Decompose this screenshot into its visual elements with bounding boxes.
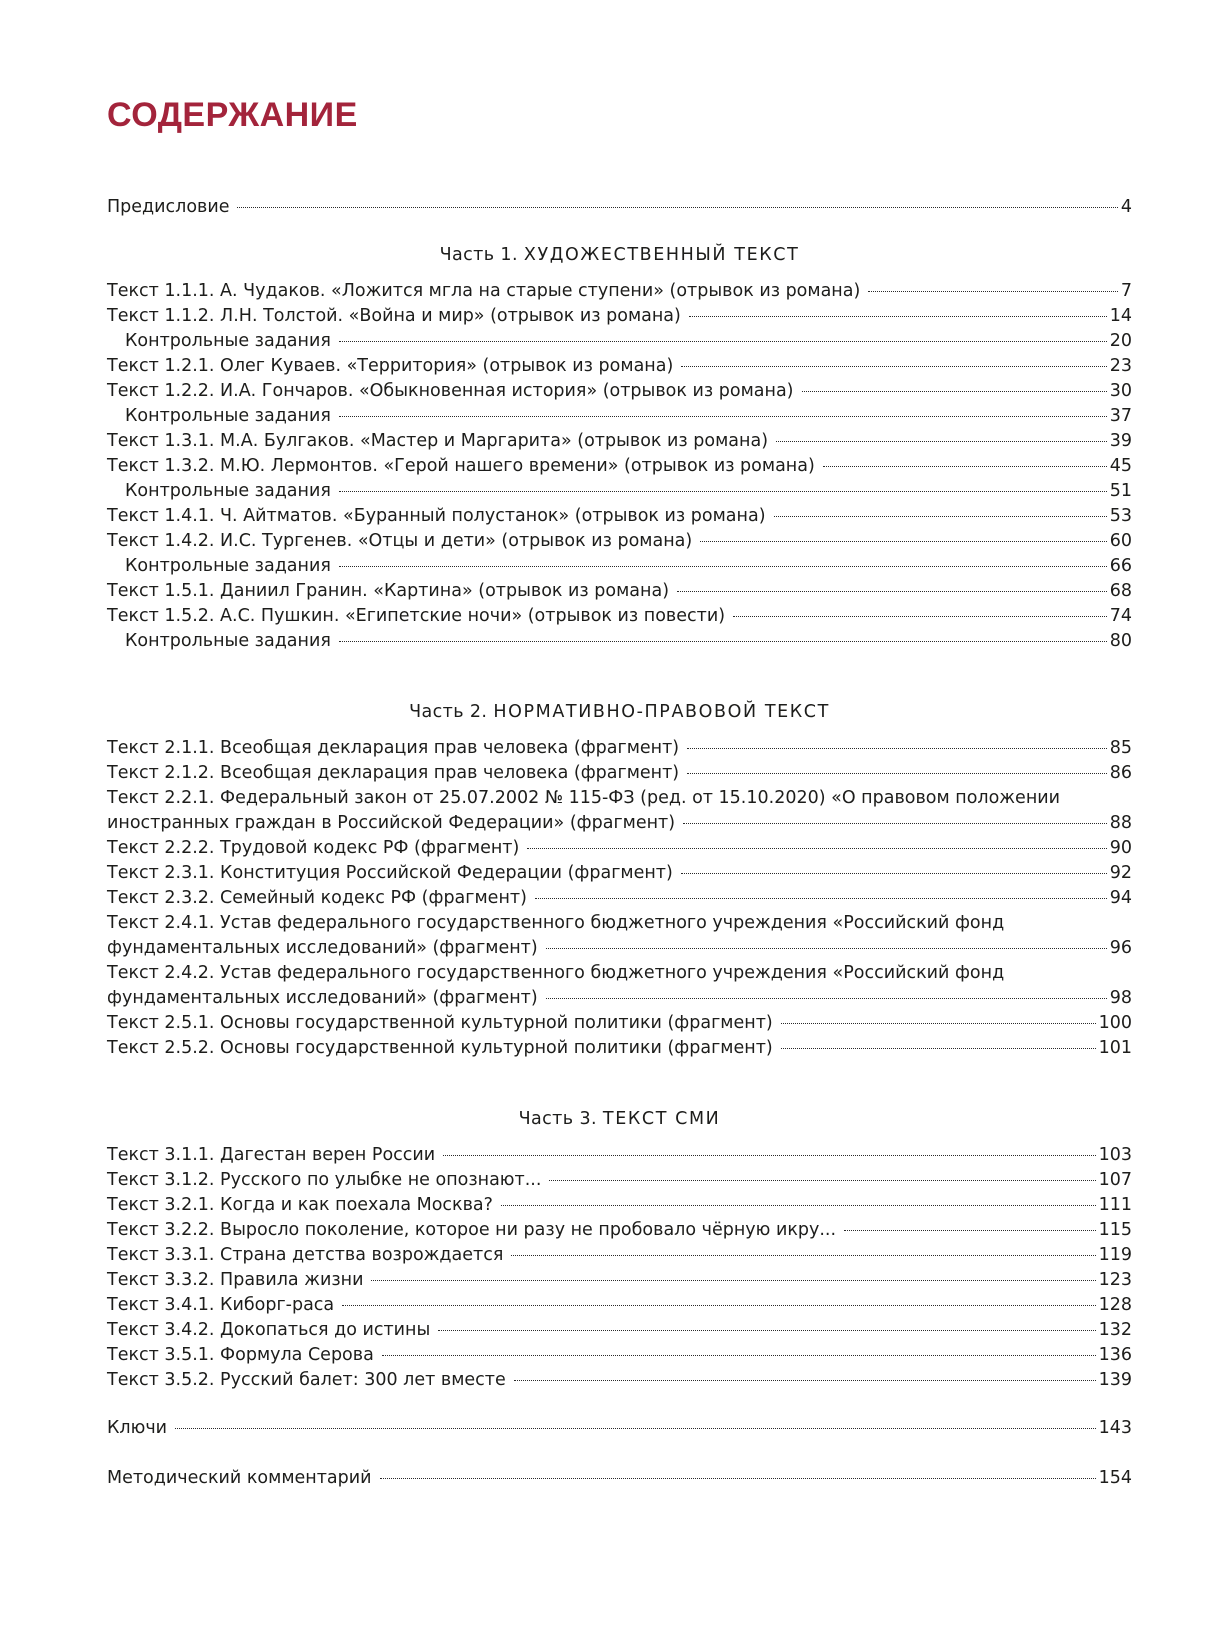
dot-leader	[687, 748, 1107, 749]
toc-entry-page: 80	[1109, 631, 1132, 651]
toc-entry-page: 128	[1098, 1295, 1132, 1315]
toc-entry-tasks[interactable]	[107, 629, 1132, 654]
toc-entry-title: Текст 1.2.2. И.А. Гончаров. «Обыкновенная история» (отрывок из романа)	[107, 381, 794, 401]
toc-entry-title: Текст 3.1.1. Дагестан верен России	[107, 1145, 436, 1165]
toc-entry-page: 7	[1120, 281, 1132, 301]
toc-entry[interactable]	[107, 986, 1132, 1011]
toc-entry[interactable]	[107, 886, 1132, 911]
toc-entry[interactable]	[107, 529, 1132, 554]
dot-leader	[733, 616, 1107, 617]
toc-entry-title: Текст 1.1.2. Л.Н. Толстой. «Война и мир» (отрывок из романа)	[107, 306, 681, 326]
toc-entry-keys[interactable]	[107, 1416, 1132, 1441]
dot-leader	[700, 541, 1107, 542]
part-prefix: Часть 2.	[409, 702, 488, 722]
toc-entry[interactable]	[107, 354, 1132, 379]
dot-leader	[438, 1330, 1095, 1331]
toc-entry-title: Текст 3.2.2. Выросло поколение, которое ни разу не пробовало чёрную икру...	[107, 1220, 837, 1240]
toc-entry[interactable]	[107, 761, 1132, 786]
part-heading-1	[107, 243, 1132, 268]
toc-entry[interactable]	[107, 861, 1132, 886]
dot-leader	[549, 1180, 1095, 1181]
toc-entry[interactable]	[107, 1243, 1132, 1268]
dot-leader	[844, 1230, 1096, 1231]
dot-leader	[683, 823, 1107, 824]
toc-entry-title: Контрольные задания	[125, 481, 331, 501]
toc-entry-page: 111	[1098, 1195, 1132, 1215]
toc-entry-page: 119	[1098, 1245, 1132, 1265]
toc-entry-page: 101	[1098, 1038, 1132, 1058]
dot-leader	[681, 366, 1106, 367]
toc-entry-title: иностранных граждан в Российской Федерации» (фрагмент)	[107, 813, 676, 833]
dot-leader	[511, 1255, 1095, 1256]
dot-leader	[689, 316, 1107, 317]
toc-entry-page: 45	[1109, 456, 1132, 476]
dot-leader	[546, 948, 1107, 949]
toc-entry-title: Текст 2.3.1. Конституция Российской Федерации (фрагмент)	[107, 863, 673, 883]
toc-entry-commentary[interactable]	[107, 1466, 1132, 1491]
dot-leader	[823, 466, 1107, 467]
dot-leader	[535, 898, 1107, 899]
toc-entry-title: Текст 2.2.2. Трудовой кодекс РФ (фрагмент)	[107, 838, 520, 858]
toc-entry-page: 107	[1098, 1170, 1132, 1190]
toc-entry-title: Текст 2.5.1. Основы государственной культурной политики (фрагмент)	[107, 1013, 773, 1033]
toc-entry-title: фундаментальных исследований» (фрагмент)	[107, 938, 538, 958]
toc-entry[interactable]	[107, 1193, 1132, 1218]
toc-entry-page: 132	[1098, 1320, 1132, 1340]
toc-entry-tasks[interactable]	[107, 479, 1132, 504]
toc-entry-title: Текст 1.2.1. Олег Куваев. «Территория» (отрывок из романа)	[107, 356, 674, 376]
toc-entry[interactable]	[107, 604, 1132, 629]
toc-entry[interactable]	[107, 454, 1132, 479]
toc-entry-tasks[interactable]	[107, 329, 1132, 354]
dot-leader	[681, 873, 1107, 874]
dot-leader	[237, 207, 1117, 208]
toc-entry-title: Текст 1.4.1. Ч. Айтматов. «Буранный полустанок» (отрывок из романа)	[107, 506, 766, 526]
toc-entry-page: 143	[1098, 1418, 1132, 1438]
toc-entry-page: 85	[1109, 738, 1132, 758]
toc-entry-page: 74	[1109, 606, 1132, 626]
dot-leader	[371, 1280, 1095, 1281]
toc-entry-page: 51	[1109, 481, 1132, 501]
toc-entry-first-line[interactable]: Текст 2.2.1. Федеральный закон от 25.07.2002 № 115-ФЗ (ред. от 15.10.2020) «О правовом положении	[107, 788, 1061, 808]
toc-entry-page: 39	[1109, 431, 1132, 451]
toc-entry-title: Текст 1.1.1. А. Чудаков. «Ложится мгла на старые ступени» (отрывок из романа)	[107, 281, 861, 301]
toc-entry-page: 94	[1109, 888, 1132, 908]
toc-entry-title: Текст 2.5.2. Основы государственной культурной политики (фрагмент)	[107, 1038, 773, 1058]
dot-leader	[339, 641, 1107, 642]
toc-entry-title: Текст 3.3.2. Правила жизни	[107, 1270, 364, 1290]
toc-entry-title: Предисловие	[107, 197, 230, 217]
toc-entry-title: Текст 3.4.2. Докопаться до истины	[107, 1320, 431, 1340]
toc-entry-page: 20	[1109, 331, 1132, 351]
page-title: СОДЕРЖАНИЕ	[107, 96, 358, 134]
toc-entry-title: Методический комментарий	[107, 1468, 372, 1488]
toc-entry-title: Текст 3.2.1. Когда и как поехала Москва?	[107, 1195, 493, 1215]
toc-entry-page: 115	[1098, 1220, 1132, 1240]
dot-leader	[677, 591, 1107, 592]
dot-leader	[501, 1205, 1096, 1206]
dot-leader	[339, 416, 1107, 417]
toc-entry-page: 90	[1109, 838, 1132, 858]
toc-entry-page: 30	[1109, 381, 1132, 401]
toc-entry-page: 14	[1109, 306, 1132, 326]
dot-leader	[443, 1155, 1095, 1156]
toc-list	[107, 195, 1132, 1491]
toc-entry-page: 123	[1098, 1270, 1132, 1290]
dot-leader	[339, 566, 1107, 567]
toc-entry-first-line[interactable]: Текст 2.4.1. Устав федерального государственного бюджетного учреждения «Российский фонд	[107, 913, 1005, 933]
toc-page	[107, 0, 1132, 1625]
toc-entry[interactable]	[107, 304, 1132, 329]
toc-entry-page: 103	[1098, 1145, 1132, 1165]
toc-entry-title: Текст 1.4.2. И.С. Тургенев. «Отцы и дети» (отрывок из романа)	[107, 531, 693, 551]
toc-entry[interactable]	[107, 811, 1132, 836]
part-title: ТЕКСТ СМИ	[602, 1109, 721, 1129]
toc-entry-title: Контрольные задания	[125, 556, 331, 576]
toc-entry-title: Контрольные задания	[125, 331, 331, 351]
toc-entry-title: фундаментальных исследований» (фрагмент)	[107, 988, 538, 1008]
dot-leader	[868, 291, 1118, 292]
toc-entry-title: Контрольные задания	[125, 406, 331, 426]
dot-leader	[546, 998, 1107, 999]
dot-leader	[527, 848, 1106, 849]
toc-entry-preface[interactable]	[107, 195, 1132, 220]
toc-entry-page: 37	[1109, 406, 1132, 426]
toc-entry[interactable]	[107, 1293, 1132, 1318]
dot-leader	[342, 1305, 1095, 1306]
dot-leader	[781, 1023, 1096, 1024]
dot-leader	[339, 491, 1107, 492]
toc-entry-title: Текст 3.1.2. Русского по улыбке не опознают...	[107, 1170, 542, 1190]
dot-leader	[802, 391, 1107, 392]
toc-entry-page: 53	[1109, 506, 1132, 526]
toc-entry[interactable]	[107, 1318, 1132, 1343]
toc-entry-title: Текст 1.5.1. Даниил Гранин. «Картина» (отрывок из романа)	[107, 581, 670, 601]
toc-entry-page: 23	[1109, 356, 1132, 376]
toc-entry[interactable]	[107, 1268, 1132, 1293]
toc-entry-page: 4	[1120, 197, 1132, 217]
toc-entry-title: Текст 3.3.1. Страна детства возрождается	[107, 1245, 504, 1265]
toc-entry-title: Текст 2.1.2. Всеобщая декларация прав человека (фрагмент)	[107, 763, 680, 783]
dot-leader	[781, 1048, 1096, 1049]
toc-entry-title: Контрольные задания	[125, 631, 331, 651]
toc-entry[interactable]	[107, 736, 1132, 761]
toc-entry-page: 96	[1109, 938, 1132, 958]
toc-entry-page: 60	[1109, 531, 1132, 551]
toc-entry-title: Текст 3.4.1. Киборг-раса	[107, 1295, 335, 1315]
toc-entry[interactable]	[107, 1143, 1132, 1168]
toc-entry[interactable]	[107, 504, 1132, 529]
toc-entry-title: Ключи	[107, 1418, 168, 1438]
toc-entry[interactable]	[107, 379, 1132, 404]
toc-entry[interactable]	[107, 279, 1132, 304]
dot-leader	[339, 341, 1107, 342]
part-title: НОРМАТИВНО-ПРАВОВОЙ ТЕКСТ	[493, 702, 830, 722]
dot-leader	[776, 441, 1107, 442]
toc-entry-page: 92	[1109, 863, 1132, 883]
dot-leader	[175, 1428, 1096, 1429]
toc-entry-page: 154	[1098, 1468, 1132, 1488]
part-prefix: Часть 3.	[518, 1109, 597, 1129]
dot-leader	[774, 516, 1107, 517]
toc-entry-title: Текст 2.1.1. Всеобщая декларация прав человека (фрагмент)	[107, 738, 680, 758]
toc-entry-title: Текст 3.5.1. Формула Серова	[107, 1345, 374, 1365]
toc-entry[interactable]	[107, 1036, 1132, 1061]
part-heading-2	[107, 700, 1132, 725]
toc-entry[interactable]	[107, 836, 1132, 861]
toc-entry[interactable]	[107, 1168, 1132, 1193]
dot-leader	[514, 1380, 1096, 1381]
toc-entry[interactable]	[107, 1343, 1132, 1368]
toc-entry-page: 68	[1109, 581, 1132, 601]
dot-leader	[382, 1355, 1096, 1356]
toc-entry-page: 86	[1109, 763, 1132, 783]
dot-leader	[687, 773, 1107, 774]
toc-entry[interactable]	[107, 1218, 1132, 1243]
toc-entry-title: Текст 1.5.2. А.С. Пушкин. «Египетские ночи» (отрывок из повести)	[107, 606, 726, 626]
toc-entry-first-line[interactable]: Текст 2.4.2. Устав федерального государственного бюджетного учреждения «Российский фонд	[107, 963, 1005, 983]
dot-leader	[380, 1478, 1096, 1479]
part-heading-3	[107, 1107, 1132, 1132]
toc-entry[interactable]	[107, 936, 1132, 961]
toc-entry-page: 100	[1098, 1013, 1132, 1033]
toc-entry-page: 66	[1109, 556, 1132, 576]
toc-entry-page: 136	[1098, 1345, 1132, 1365]
toc-entry[interactable]	[107, 429, 1132, 454]
toc-entry-title: Текст 2.3.2. Семейный кодекс РФ (фрагмент)	[107, 888, 527, 908]
toc-entry-page: 88	[1109, 813, 1132, 833]
part-prefix: Часть 1.	[439, 245, 518, 265]
part-title: ХУДОЖЕСТВЕННЫЙ ТЕКСТ	[523, 245, 800, 265]
toc-entry-title: Текст 1.3.1. М.А. Булгаков. «Мастер и Маргарита» (отрывок из романа)	[107, 431, 769, 451]
toc-entry-page: 98	[1109, 988, 1132, 1008]
toc-entry-tasks[interactable]	[107, 404, 1132, 429]
toc-entry[interactable]	[107, 579, 1132, 604]
toc-entry-page: 139	[1098, 1370, 1132, 1390]
toc-entry-tasks[interactable]	[107, 554, 1132, 579]
toc-entry[interactable]	[107, 1011, 1132, 1036]
toc-entry-title: Текст 1.3.2. М.Ю. Лермонтов. «Герой нашего времени» (отрывок из романа)	[107, 456, 815, 476]
toc-entry[interactable]	[107, 1368, 1132, 1393]
toc-entry-title: Текст 3.5.2. Русский балет: 300 лет вместе	[107, 1370, 506, 1390]
